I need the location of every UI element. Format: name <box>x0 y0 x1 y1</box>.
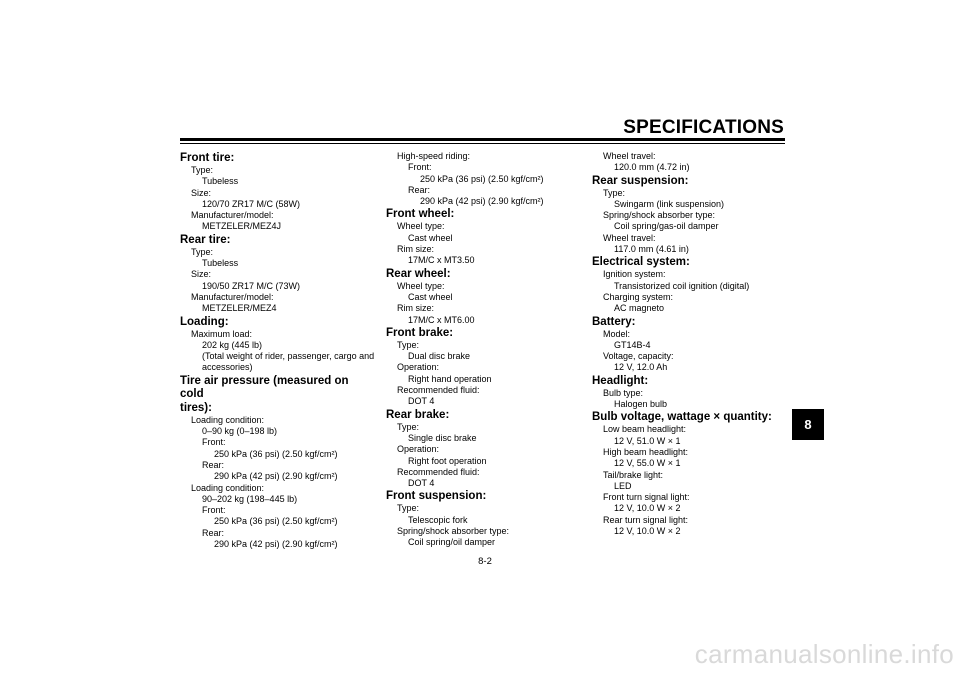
spec-label: Size: <box>191 187 212 198</box>
spec-label: Recommended fluid: <box>397 385 480 396</box>
spec-label: Type: <box>191 246 214 257</box>
spec-value: DOT 4 <box>408 396 435 407</box>
spec-value: 12 V, 10.0 W × 2 <box>614 526 681 537</box>
watermark: carmanualsonline.info <box>694 639 954 669</box>
spec-value: 0–90 kg (0–198 lb) <box>202 426 278 437</box>
page-title: SPECIFICATIONS <box>623 117 784 138</box>
spec-value: Dual disc brake <box>408 351 471 362</box>
spec-label: Size: <box>191 269 212 280</box>
spec-label: High-speed riding: <box>397 151 471 161</box>
spec-heading: Electrical system: <box>592 256 690 269</box>
spec-label: Ignition system: <box>603 269 666 280</box>
spec-value: (Total weight of rider, passenger, cargo and <box>202 351 375 362</box>
spec-value: 12 V, 12.0 Ah <box>614 362 668 373</box>
spec-value: Right hand operation <box>408 373 492 384</box>
spec-value: Halogen bulb <box>614 399 668 410</box>
spec-value: Cast wheel <box>408 291 453 302</box>
spec-heading: Front brake: <box>386 326 454 339</box>
spec-value: AC magneto <box>614 303 665 314</box>
spec-label: Wheel travel: <box>603 151 656 161</box>
spec-value: METZELER/MEZ4J <box>202 221 282 232</box>
spec-label: Rim size: <box>397 303 435 314</box>
spec-heading: Rear brake: <box>386 408 450 421</box>
spec-heading: Headlight: <box>592 374 649 387</box>
spec-label: Recommended fluid: <box>397 466 480 477</box>
spec-label: High beam headlight: <box>603 446 689 457</box>
spec-label: Wheel type: <box>397 280 445 291</box>
spec-value: Rear: <box>202 527 225 538</box>
spec-value: METZELER/MEZ4 <box>202 303 277 314</box>
spec-value: GT14B-4 <box>614 339 651 350</box>
spec-label: Low beam headlight: <box>603 424 687 435</box>
spec-heading: Front wheel: <box>386 208 455 221</box>
spec-value: Rear: <box>202 459 225 470</box>
spec-value: Transistorized coil ignition (digital) <box>614 280 750 291</box>
title-rule-thick <box>180 138 785 141</box>
spec-label: Charging system: <box>603 291 674 302</box>
title-rule-thin <box>180 143 785 144</box>
spec-label: Wheel type: <box>397 221 445 232</box>
spec-value: 120/70 ZR17 M/C (58W) <box>202 198 301 209</box>
spec-column-1 <box>180 151 375 550</box>
spec-value: Tubeless <box>202 176 239 187</box>
spec-label: Front turn signal light: <box>603 492 690 503</box>
spec-label: Loading condition: <box>191 414 265 425</box>
spec-value: 250 kPa (36 psi) (2.50 kgf/cm²) <box>420 173 544 184</box>
spec-heading: Rear tire: <box>180 233 231 246</box>
spec-value: DOT 4 <box>408 478 435 489</box>
spec-value: Cast wheel <box>408 232 453 243</box>
spec-value: Tubeless <box>202 258 239 269</box>
spec-label: Loading condition: <box>191 482 265 493</box>
chapter-tab: 8 <box>792 409 824 440</box>
spec-label: Rear turn signal light: <box>603 514 689 525</box>
spec-value: Telescopic fork <box>408 514 468 525</box>
spec-column-2 <box>386 151 584 549</box>
spec-label: Type: <box>397 503 420 514</box>
spec-label: Wheel travel: <box>603 232 656 243</box>
spec-label: Model: <box>603 328 631 339</box>
spec-label: Manufacturer/model: <box>191 291 274 302</box>
spec-label: Type: <box>397 339 420 350</box>
spec-heading: Loading: <box>180 315 229 328</box>
spec-value: Rear: <box>408 184 431 195</box>
spec-label: Manufacturer/model: <box>191 210 274 221</box>
spec-column-3 <box>592 151 787 537</box>
spec-value: LED <box>614 480 632 491</box>
spec-value: 290 kPa (42 psi) (2.90 kgf/cm²) <box>214 471 338 482</box>
spec-heading: Battery: <box>592 315 636 328</box>
spec-label: Type: <box>603 187 626 198</box>
spec-label: Type: <box>191 165 214 175</box>
spec-heading: tires): <box>180 401 212 414</box>
spec-value: 12 V, 51.0 W × 1 <box>614 435 681 446</box>
spec-value: 17M/C x MT6.00 <box>408 314 475 325</box>
spec-value: 12 V, 55.0 W × 1 <box>614 458 681 469</box>
spec-label: Spring/shock absorber type: <box>397 526 510 537</box>
spec-label: Rim size: <box>397 244 435 255</box>
spec-value: 290 kPa (42 psi) (2.90 kgf/cm²) <box>420 196 544 207</box>
spec-value: 290 kPa (42 psi) (2.90 kgf/cm²) <box>214 539 338 550</box>
spec-value: Right foot operation <box>408 455 487 466</box>
spec-heading: Rear wheel: <box>386 267 451 280</box>
spec-label: Spring/shock absorber type: <box>603 210 716 221</box>
spec-label: Voltage, capacity: <box>603 351 674 362</box>
spec-value: 250 kPa (36 psi) (2.50 kgf/cm²) <box>214 448 338 459</box>
spec-label: Operation: <box>397 362 440 373</box>
spec-value: Front: <box>408 162 432 173</box>
spec-heading: Bulb voltage, wattage × quantity: <box>592 411 772 424</box>
spec-heading: Front suspension: <box>386 490 487 503</box>
spec-value: Coil spring/oil damper <box>408 537 496 548</box>
spec-value: Front: <box>202 437 226 448</box>
spec-label: Bulb type: <box>603 387 644 398</box>
spec-label: Maximum load: <box>191 328 253 339</box>
spec-value: 90–202 kg (198–445 lb) <box>202 493 298 504</box>
spec-value: 202 kg (445 lb) <box>202 339 263 350</box>
spec-value: 17M/C x MT3.50 <box>408 255 475 266</box>
spec-heading: Rear suspension: <box>592 174 689 187</box>
spec-value: 120.0 mm (4.72 in) <box>614 162 690 173</box>
spec-heading: Front tire: <box>180 152 235 164</box>
spec-value: Swingarm (link suspension) <box>614 198 725 209</box>
spec-value: 117.0 mm (4.61 in) <box>614 244 689 255</box>
spec-value: Coil spring/gas-oil damper <box>614 221 719 232</box>
spec-value: Front: <box>202 505 226 516</box>
page-number: 8-2 <box>478 556 492 567</box>
spec-value: 190/50 ZR17 M/C (73W) <box>202 280 301 291</box>
spec-value: 12 V, 10.0 W × 2 <box>614 503 681 514</box>
spec-label: Tail/brake light: <box>603 469 664 480</box>
spec-heading: Tire air pressure (measured on cold <box>180 374 349 400</box>
spec-value: accessories) <box>202 362 253 373</box>
spec-value: Single disc brake <box>408 432 477 443</box>
spec-value: 250 kPa (36 psi) (2.50 kgf/cm²) <box>214 516 338 527</box>
spec-label: Type: <box>397 421 420 432</box>
spec-label: Operation: <box>397 444 440 455</box>
